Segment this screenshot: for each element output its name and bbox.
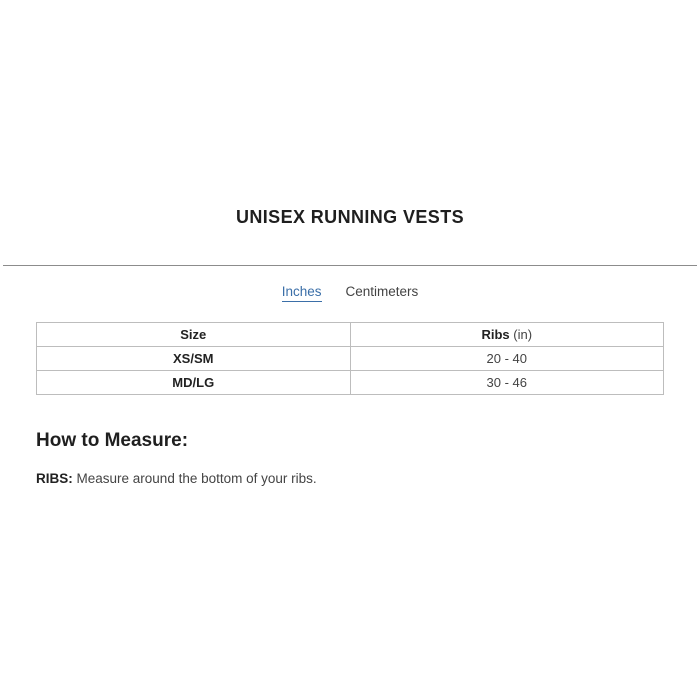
table-row <box>37 371 664 395</box>
header-ribs-unit: (in) <box>513 327 533 342</box>
how-to-measure-heading: How to Measure: <box>36 430 189 451</box>
table-header-row <box>37 323 664 347</box>
size-cell: XS/SM <box>37 347 351 371</box>
header-size <box>37 323 351 347</box>
measure-description: Measure around the bottom of your ribs. <box>76 471 317 486</box>
ribs-cell: 20 - 40 <box>350 347 664 371</box>
ribs-cell: 30 - 46 <box>350 371 664 395</box>
measure-instruction <box>36 471 317 486</box>
measure-label: RIBS: <box>36 471 73 486</box>
size-cell: MD/LG <box>37 371 351 395</box>
tab-centimeters[interactable]: Centimeters <box>345 284 419 299</box>
header-ribs-label: Ribs <box>481 327 510 342</box>
tab-inches[interactable]: Inches <box>282 284 322 302</box>
unit-tabs <box>0 284 700 302</box>
table-row <box>37 347 664 371</box>
title-divider <box>3 265 697 266</box>
page-title: UNISEX RUNNING VESTS <box>235 207 465 227</box>
header-size-label: Size <box>180 327 207 342</box>
header-ribs <box>350 323 664 347</box>
size-chart-table <box>36 322 664 395</box>
